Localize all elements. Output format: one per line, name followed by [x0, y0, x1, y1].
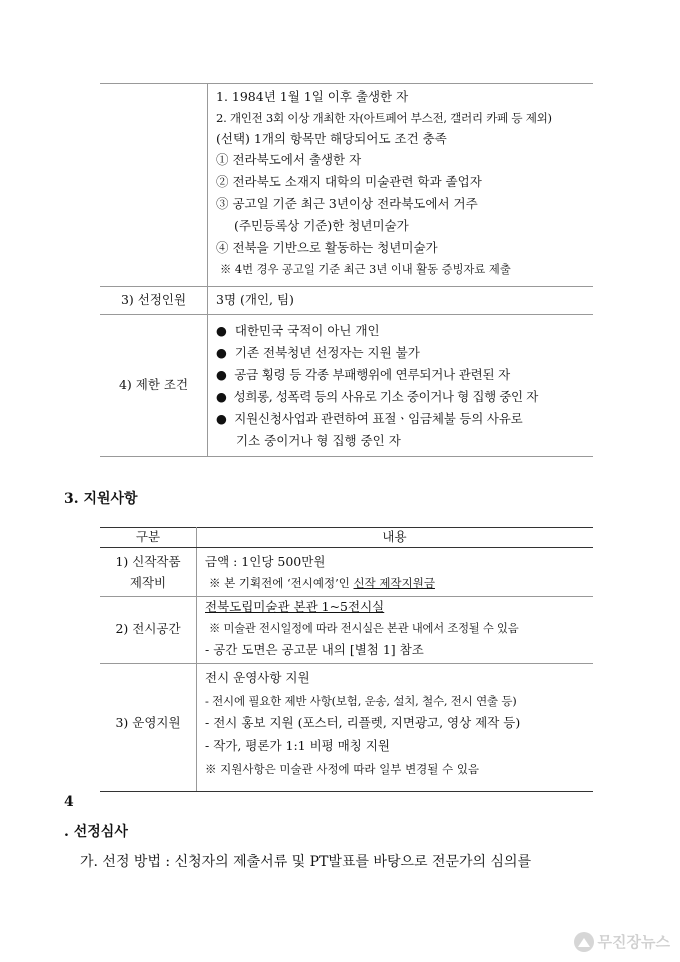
table1-top-border	[100, 83, 593, 84]
support-table-row-divider-2	[100, 663, 593, 664]
eligibility-line-5: ② 전라북도 소재지 대학의 미술관련 학과 졸업자	[216, 174, 482, 189]
eligibility-line-6: ③ 공고일 기준 최근 3년이상 전라북도에서 거주	[216, 196, 478, 211]
row1-note-text: ※ 본 기획전에 ‘전시예정’인	[209, 576, 354, 590]
support-table-bottom-border	[100, 791, 593, 792]
row2-label: 2) 전시공간	[115, 621, 181, 636]
support-table-header-divider	[100, 547, 593, 548]
eligibility-line-8: ④ 전북을 기반으로 활동하는 청년미술가	[216, 240, 438, 255]
section-4-number: 4	[64, 794, 74, 810]
column-header-content: 내용	[382, 529, 407, 544]
column-header-category: 구분	[135, 529, 161, 544]
eligibility-line-2: 2. 개인전 3회 이상 개최한 자(아트페어 부스전, 갤러리 카페 등 제외)	[216, 111, 552, 125]
watermark-logo-icon	[574, 932, 594, 952]
restriction-text: 공금 횡령 등 각종 부패행위에 연루되거나 관련된 자	[234, 367, 511, 382]
eligibility-line-1: 1. 1984년 1월 1일 이후 출생한 자	[216, 89, 409, 104]
selection-count-label: 3) 선정인원	[120, 292, 187, 307]
eligibility-line-9: ※ 4번 경우 공고일 기준 최근 3년 이내 활동 증빙자료 제출	[220, 263, 511, 276]
bullet-icon: ●	[216, 345, 227, 360]
table1-row-divider-1	[100, 286, 593, 287]
section-4-heading: . 선정심사	[64, 824, 128, 840]
watermark-text: 무진장뉴스	[597, 933, 670, 951]
restriction-item-5-continued: 기소 중이거나 형 집행 중인 자	[236, 433, 401, 448]
row3-line-4: - 작가, 평론가 1:1 비평 매칭 지원	[205, 738, 390, 753]
table1-column-divider	[207, 83, 208, 456]
row1-note-underlined: 신작 제작지원금	[353, 576, 435, 590]
restriction-item-3	[216, 366, 510, 384]
selection-count-value: 3명 (개인, 팀)	[216, 292, 294, 307]
row1-label-line1: 1) 신작작품	[115, 554, 181, 569]
row3-line-1: 전시 운영사항 지원	[205, 670, 310, 685]
row3-label: 3) 운영지원	[115, 715, 181, 730]
row3-line-5: ※ 지원사항은 미술관 사정에 따라 일부 변경될 수 있음	[205, 762, 480, 776]
eligibility-line-3: (선택) 1개의 항목만 해당되어도 조건 충족	[216, 131, 447, 146]
support-table-row-divider-1	[100, 596, 593, 597]
restriction-item-4	[216, 388, 538, 406]
restriction-text: 대한민국 국적이 아닌 개인	[234, 323, 380, 338]
eligibility-line-7: (주민등록상 기준)한 청년미술가	[234, 218, 409, 233]
row2-floorplan: - 공간 도면은 공고문 내의 [별첨 1] 참조	[205, 642, 424, 657]
restriction-label: 4) 제한 조건	[118, 377, 189, 392]
watermark	[574, 931, 670, 952]
row2-venue: 전북도립미술관 본관 1~5전시실	[205, 599, 385, 614]
row1-label-line2: 제작비	[129, 575, 167, 590]
restriction-item-5	[216, 410, 523, 428]
bullet-icon: ●	[216, 389, 227, 404]
bullet-icon: ●	[216, 411, 227, 426]
bullet-icon: ●	[216, 323, 227, 338]
row1-amount: 금액 : 1인당 500만원	[205, 554, 326, 569]
table1-row-divider-2	[100, 314, 593, 315]
row3-line-2: - 전시에 필요한 제반 사항(보험, 운송, 설치, 철수, 전시 연출 등)	[205, 694, 517, 708]
row1-note	[209, 574, 435, 592]
row3-line-3: - 전시 홍보 지원 (포스터, 리플렛, 지면광고, 영상 제작 등)	[205, 715, 521, 730]
support-table-column-divider	[196, 527, 197, 791]
restriction-text: 성희롱, 성폭력 등의 사유로 기소 중이거나 형 집행 중인 자	[233, 389, 538, 404]
restriction-text: 기존 전북청년 선정자는 지원 불가	[234, 345, 420, 360]
restriction-item-1	[216, 322, 380, 340]
restriction-text: 지원신청사업과 관련하여 표절ㆍ임금체불 등의 사유로	[234, 411, 523, 426]
section-3-heading: 3. 지원사항	[64, 491, 138, 507]
row2-note: ※ 미술관 전시일정에 따라 전시실은 본관 내에서 조정될 수 있음	[209, 622, 519, 635]
section-4-method: 가. 선정 방법 : 신청자의 제출서류 및 PT발표를 바탕으로 전문가의 심의를	[80, 854, 532, 870]
bullet-icon: ●	[216, 367, 227, 382]
restriction-item-2	[216, 344, 420, 362]
table1-bottom-border	[100, 456, 593, 457]
eligibility-line-4: ① 전라북도에서 출생한 자	[216, 152, 362, 167]
